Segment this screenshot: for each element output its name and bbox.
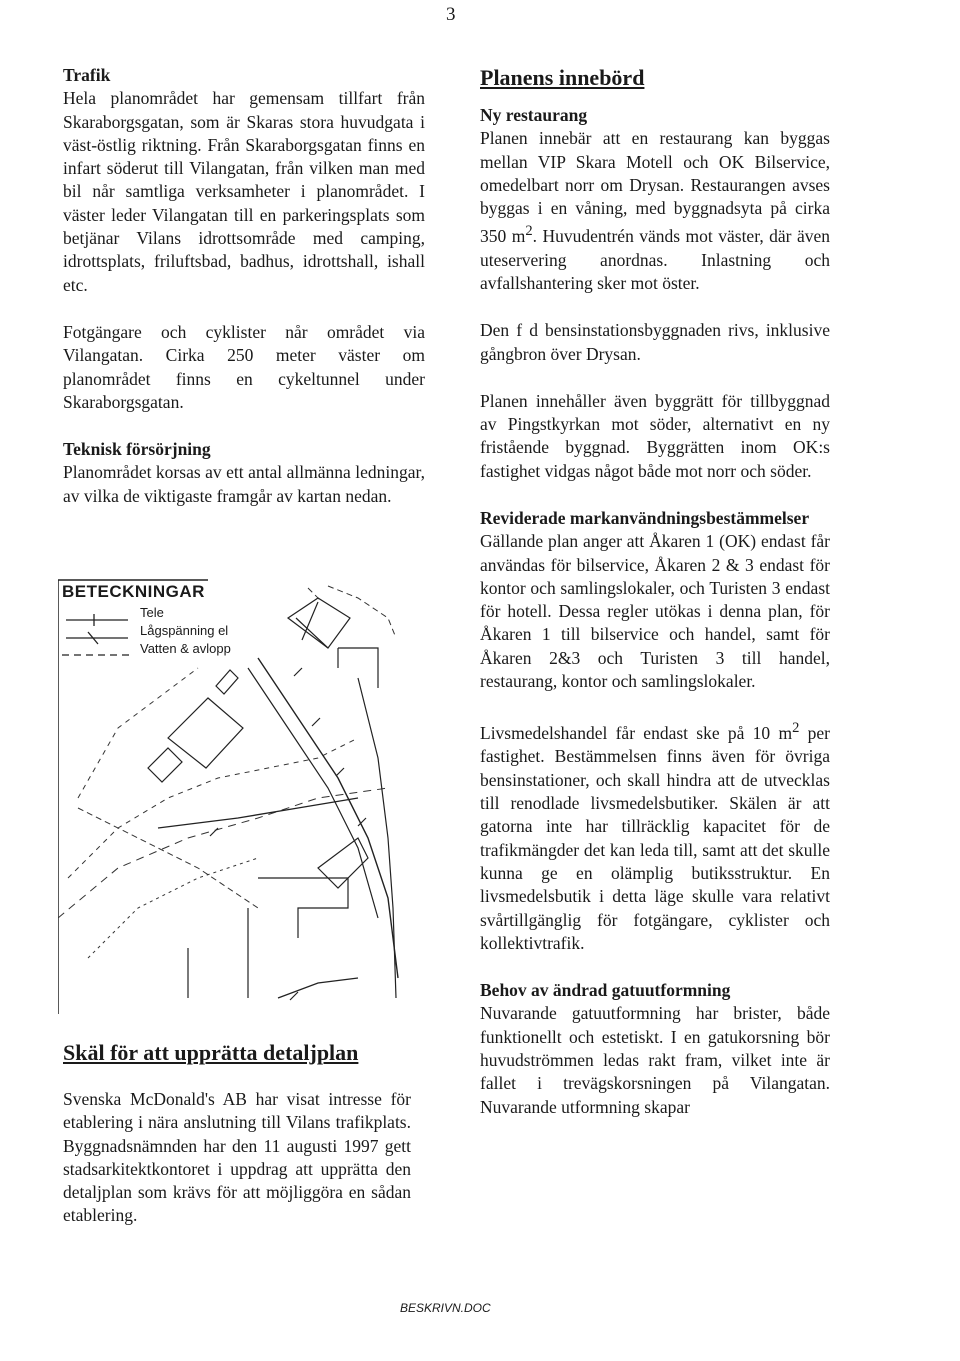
livsmedel-paragraph: Livsmedelshandel får endast ske på 10 $m^2$ per fastighet. Bestämmelsen finns även för övriga bensinstationer, och skall hindra att de utvecklas till renodlade livsmedelsbutiker. Skälen är att gatorna inte har tillräcklig kapacitet för de trafikmängder det kan leda till, samt att det skulle kunna ge en olämplig butiksstruktur. En livsmedelsbutik i detta läge skulle vara relativt svårtillgänglig för fotgängare, cyklister och kollektivtrafik. <box>480 720 830 953</box>
skal-paragraph: Svenska McDonald's AB har visat intresse för etablering i nära anslutning till Vilans trafikplats. Byggnadsnämnden har den 11 augusti 1997 gett stadsarkitektkontoret i uppdrag att upprätta den detaljplan som krävs för att möjliggöra en sådan etablering. <box>63 1089 411 1226</box>
ny-restaurang-heading: Ny restaurang <box>480 105 588 125</box>
trafik-heading: Trafik <box>63 65 111 85</box>
trafik-paragraph-2: Fotgängare och cyklister når området via Vilangatan. Cirka 250 meter väster om planområdet finns en cykeltunnel under Skaraborgsgatan. <box>63 321 425 412</box>
behov-paragraph: Nuvarande gatuutformning har brister, både funktionellt och estetiskt. I en gatukorsning bör huvudströmmen ledas rakt fram, vilket inte är fallet i trevägskorsningen på Vilangatan. Nuvarande utformning skapar <box>480 1003 830 1117</box>
teknisk-heading: Teknisk försörjning <box>63 439 211 460</box>
legend-title: BETECKNINGAR <box>62 582 205 601</box>
bensin-paragraph: Den f d bensinstationsbyggnaden rivs, inklusive gångbron över Drysan. <box>480 320 830 364</box>
footer-filename: BESKRIVN.DOC <box>400 1301 491 1315</box>
trafik-paragraph-1: Hela planområdet har gemensam tillfart från Skaraborgsgatan, som är Skaras stora huvudgata i väst-östlig riktning. Från Skaraborgsgatan finns en infart söderut till Vilangatan, från vilken man med bil når samtliga verksamheter i planområdet. I väster leder Vilangatan till en parkeringsplats som betjänar Vilans idrottsområde med camping, idrottsplats, friluftsbad, badhus, idrottshall, ishall etc. <box>63 88 425 295</box>
reviderade-paragraph: Gällande plan anger att Åkaren 1 (OK) endast får användas för bilservice, Åkaren 2 & 3 endast för kontor och samlingslokaler, och Turisten 3 endast för hotell. Dessa regler utökas i denna plan, för Åkaren 1 till bilservice och handel, samt för Åkaren 2&3 och Turisten 3 till handel, restaurang, kontor och samlingslokaler. <box>480 531 830 692</box>
superscript-2: 2 <box>792 720 800 737</box>
ny-restaurang-paragraph: Planen innebär att en restaurang kan byggas mellan VIP Skara Motell och OK Bilservice, omedelbart norr om Drysan. Restaurangen avses byggas i en våning, med byggnadsyta på cirka 350 $m^2$. Huvudentrén vänds mot väster, där även uteservering anordnas. Inlastning och avfallshantering sker mot öster. <box>480 128 830 293</box>
pingst-paragraph: Planen innehåller även byggrätt för tillbyggnad av Pingstkyrkan mot söder, alternativt en ny fristående byggnad. Byggrätten inom OK:s fastighet vidgas något både mot norr och söder. <box>480 390 830 481</box>
planens-heading: Planens innebörd <box>480 65 645 90</box>
superscript-2: 2 <box>525 223 533 240</box>
teknisk-paragraph: Planområdet korsas av ett antal allmänna ledningar, av vilka de viktigaste framgår av kartan nedan. <box>63 462 425 506</box>
legend-vatten-avlopp: Vatten & avlopp <box>140 641 231 656</box>
utility-map-drawing <box>58 578 406 1016</box>
legend-lagspanning: Lågspänning el <box>140 623 229 638</box>
right-column <box>480 64 830 1119</box>
behov-heading: Behov av ändrad gatuutformning <box>480 980 731 1001</box>
reviderade-heading: Reviderade markanvändningsbestämmelser <box>480 507 810 528</box>
left-column <box>63 64 425 508</box>
skal-heading: Skäl för att upprätta detaljplan <box>63 1040 359 1065</box>
legend-tele: Tele <box>140 605 164 620</box>
utility-map <box>58 578 406 1016</box>
page-number: 3 <box>446 4 456 25</box>
